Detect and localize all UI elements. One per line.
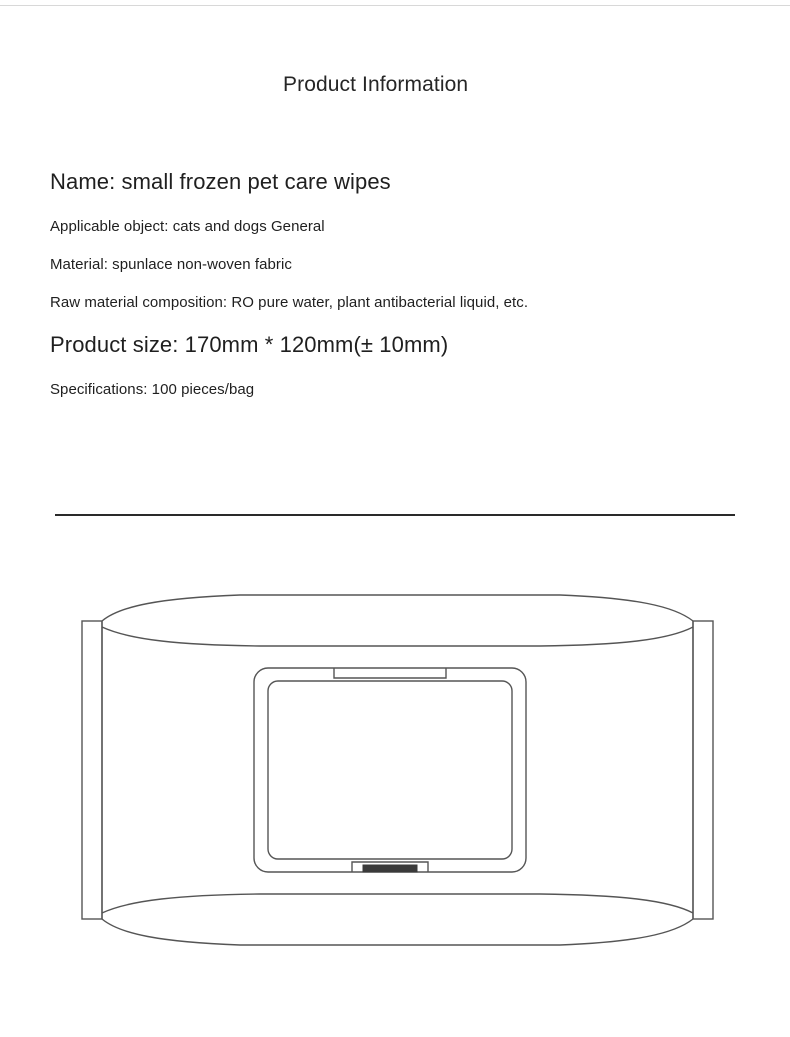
spec-material: Material: spunlace non-woven fabric (50, 256, 292, 273)
spec-raw-material: Raw material composition: RO pure water, plant antibacterial liquid, etc. (50, 294, 529, 311)
section-divider (55, 514, 735, 516)
package-pull-tab (363, 865, 417, 872)
spec-applicable-object: Applicable object: cats and dogs General (50, 218, 325, 235)
wet-wipes-package-icon (60, 580, 740, 960)
package-illustration (60, 580, 740, 960)
page-title: Product Information (283, 73, 469, 96)
spec-name: Name: small frozen pet care wipes (50, 169, 391, 194)
spec-product-size: Product size: 170mm * 120mm(± 10mm) (50, 332, 449, 357)
spec-specifications: Specifications: 100 pieces/bag (50, 381, 255, 398)
top-divider (0, 5, 790, 6)
specification-list (50, 168, 740, 418)
